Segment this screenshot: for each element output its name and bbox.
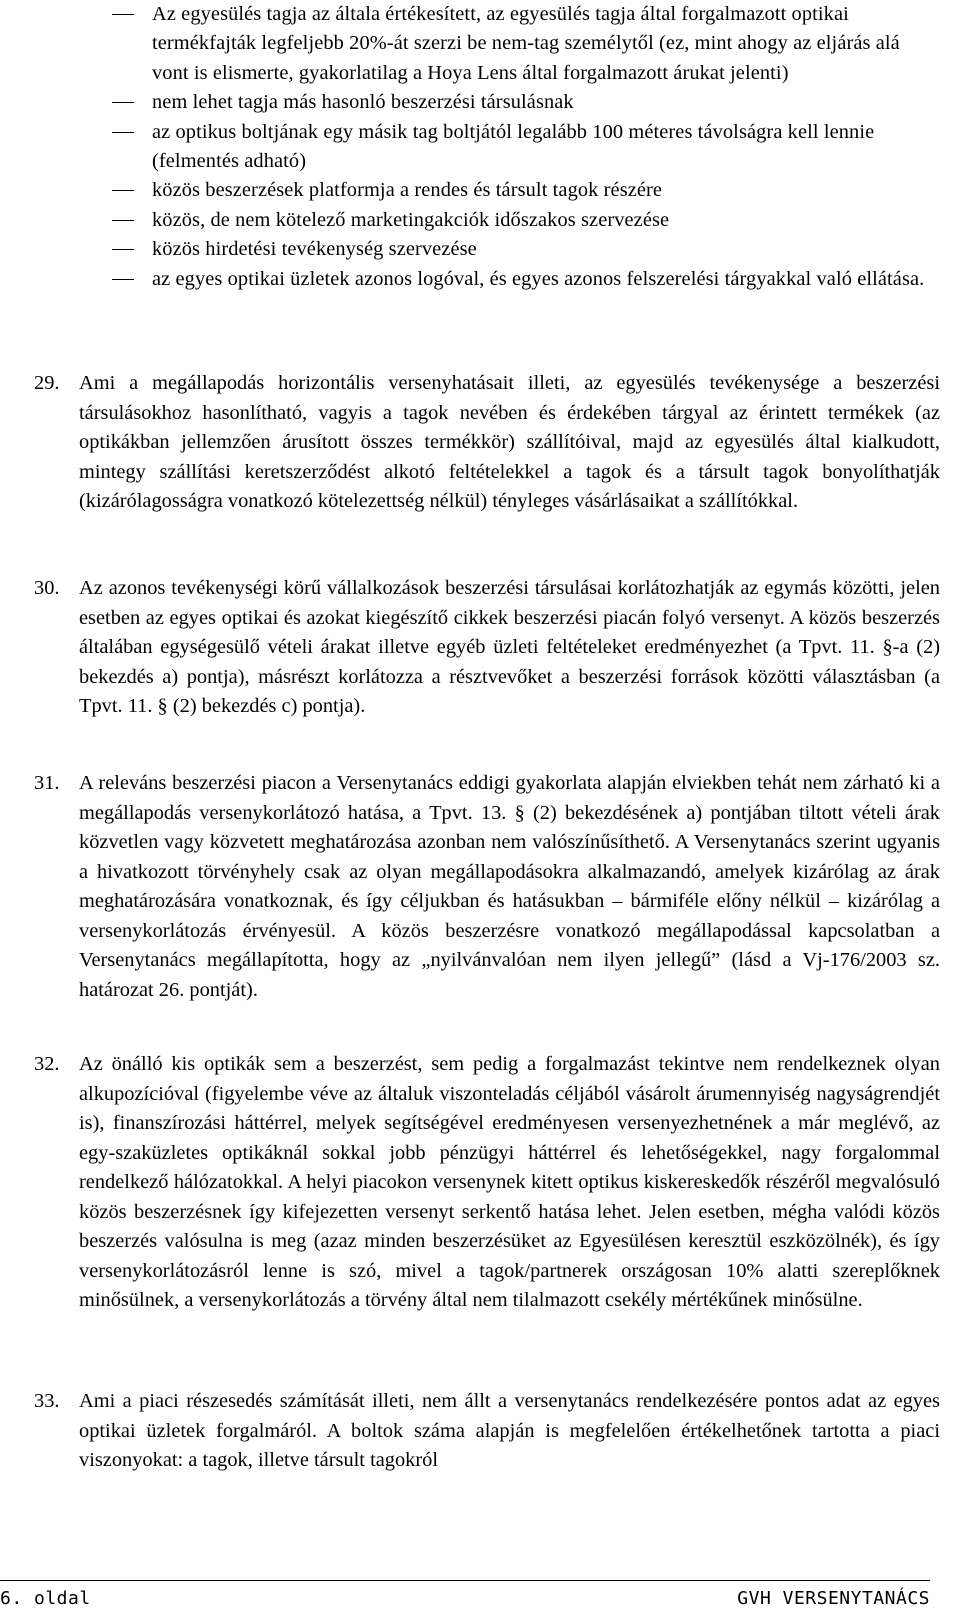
list-item-text: nem lehet tagja más hasonló beszerzési társulásnak	[152, 91, 574, 114]
list-item	[112, 0, 940, 88]
paragraph-30	[34, 574, 940, 722]
paragraph-number: 31.	[34, 772, 60, 794]
page-number: 6. oldal	[0, 1588, 91, 1609]
list-item-text: az egyes optikai üzletek azonos logóval, és egyes azonos felszerelési tárgyakkal való ellátása.	[152, 267, 925, 290]
organization-name: GVH VERSENYTANÁCS	[737, 1588, 930, 1609]
dash-icon	[112, 102, 134, 103]
list-item-text: Az egyesülés tagja az általa értékesített, az egyesülés tagja által forgalmazott optikai termékfajták legfeljebb 20%-át szerzi be nem-tag személytől (ez, mint ahogy az eljárás alá vont is elismerte, gyakorlatilag a Hoya Lens által forgalmazott árukat jelenti)	[152, 3, 900, 84]
page-footer	[0, 1580, 960, 1613]
dash-icon	[112, 14, 134, 15]
dash-icon	[112, 132, 134, 133]
dash-icon	[112, 190, 134, 191]
dash-icon	[112, 249, 134, 250]
dash-icon	[112, 220, 134, 221]
paragraph-number: 29.	[34, 372, 60, 394]
list-item	[112, 176, 940, 205]
paragraph-text: Ami a piaci részesedés számítását illeti, nem állt a versenytanács rendelkezésére pontos adat az egyes optikai üzletek forgalmáról. A boltok száma alapján is megfelelően értékelhetőnek tartotta a piaci viszonyokat: a tagok, illetve társult tagokról	[79, 1390, 940, 1471]
list-item-text: az optikus boltjának egy másik tag boltjától legalább 100 méteres távolságra kell lennie (felmentés adható)	[152, 120, 875, 173]
list-item	[112, 88, 940, 117]
paragraph-number: 33.	[34, 1390, 60, 1412]
list-item-text: közös beszerzések platformja a rendes és társult tagok részére	[152, 179, 663, 202]
requirements-list	[112, 0, 940, 294]
list-item-text: közös, de nem kötelező marketingakciók időszakos szervezése	[152, 208, 670, 231]
list-item	[112, 118, 940, 177]
paragraph-number: 30.	[34, 577, 60, 599]
paragraph-text: A releváns beszerzési piacon a Versenytanács eddigi gyakorlata alapján elviekben tehát nem zárható ki a megállapodás versenykorlátozó hatása, a Tpvt. 13. § (2) bekezdésének a) pontjában tiltott vételi árak közvetlen vagy közvetett meghatározása azonban nem valószínűsíthető. A Versenytanács szerint ugyanis a hivatkozott törvényhely csak az olyan megállapodásokra alkalmazandó, amelyek kizárólag az árak meghatározására vonatkoznak, és így céljukban és hatásukban – bármiféle előny nélkül – kizárólag a versenykorlátozás érvényesül. A közös beszerzésre vonatkozó megállapodással kapcsolatban a Versenytanács megállapította, hogy az „nyilvánvalóan nem ilyen jellegű” (lásd a Vj-176/2003 sz. határozat 26. pontját).	[79, 772, 940, 1001]
list-item-text: közös hirdetési tevékenység szervezése	[152, 238, 477, 261]
footer-rule	[0, 1580, 930, 1581]
paragraph-text: Az azonos tevékenységi körű vállalkozások beszerzési társulásai korlátozhatják az egymás közötti, jelen esetben az egyes optikai és azokat kiegészítő cikkek beszerzési piacán folyó versenyt. A közös beszerzés általában egységesülő vételi árakat illetve egyéb üzleti feltételeket eredményezhet (a Tpvt. 11. §-a (2) bekezdés a) pontja), másrészt korlátozza a résztvevőket a beszerzési források közötti választásban (a Tpvt. 11. § (2) bekezdés c) pontja).	[79, 577, 940, 717]
list-item	[112, 235, 940, 264]
paragraph-number: 32.	[34, 1053, 60, 1075]
paragraph-31	[34, 769, 940, 1005]
paragraph-29	[34, 369, 940, 517]
paragraph-text: Az önálló kis optikák sem a beszerzést, sem pedig a forgalmazást tekintve nem rendelkeznek olyan alkupozícióval (figyelembe véve az általuk viszonteladás céljából vásárolt árumennyiség nagyságrendjét is), finanszírozási háttérrel, melyek segítségével eredményesen versenyezhetnének a már meglévő, az egy-szaküzletes optikáknál sokkal jobb pénzügyi háttérrel és lehetőségekkel, nagy forgalommal rendelkező hálózatokkal. A helyi piacokon versenynek kitett optikus kiskereskedők részéről megvalósuló közös beszerzésnek így kifejezetten versenyt serkentő hatása lehet. Jelen esetben, mégha valódi közös beszerzés valósulna is meg (azaz minden beszerzésüket az Egyesülésen keresztül eszközölnék), és így versenykorlátozásról lenne is szó, mivel a tagok/partnerek országosan 10% alatti szereplőknek minősülnek, a versenykorlátozás a törvény által nem tilalmazott csekély mértékűnek minősülne.	[79, 1053, 940, 1311]
paragraph-32	[34, 1050, 940, 1316]
paragraph-33	[34, 1387, 940, 1476]
paragraph-text: Ami a megállapodás horizontális versenyhatásait illeti, az egyesülés tevékenysége a beszerzési társulásokhoz hasonlítható, vagyis a tagok nevében és érdekében tárgyal az érintett termékek (az optikákban jellemzően árusított összes termékkör) szállítóival, majd az egyesülés által kialkudott, mintegy szállítási keretszerződést alkotó feltételekkel a tagok és a társult tagok bonyolíthatják (kizárólagosságra vonatkozó kötelezettség nélkül) tényleges vásárlásaikat a szállítókkal.	[79, 372, 940, 512]
list-item	[112, 206, 940, 235]
dash-icon	[112, 279, 134, 280]
list-item	[112, 265, 940, 294]
